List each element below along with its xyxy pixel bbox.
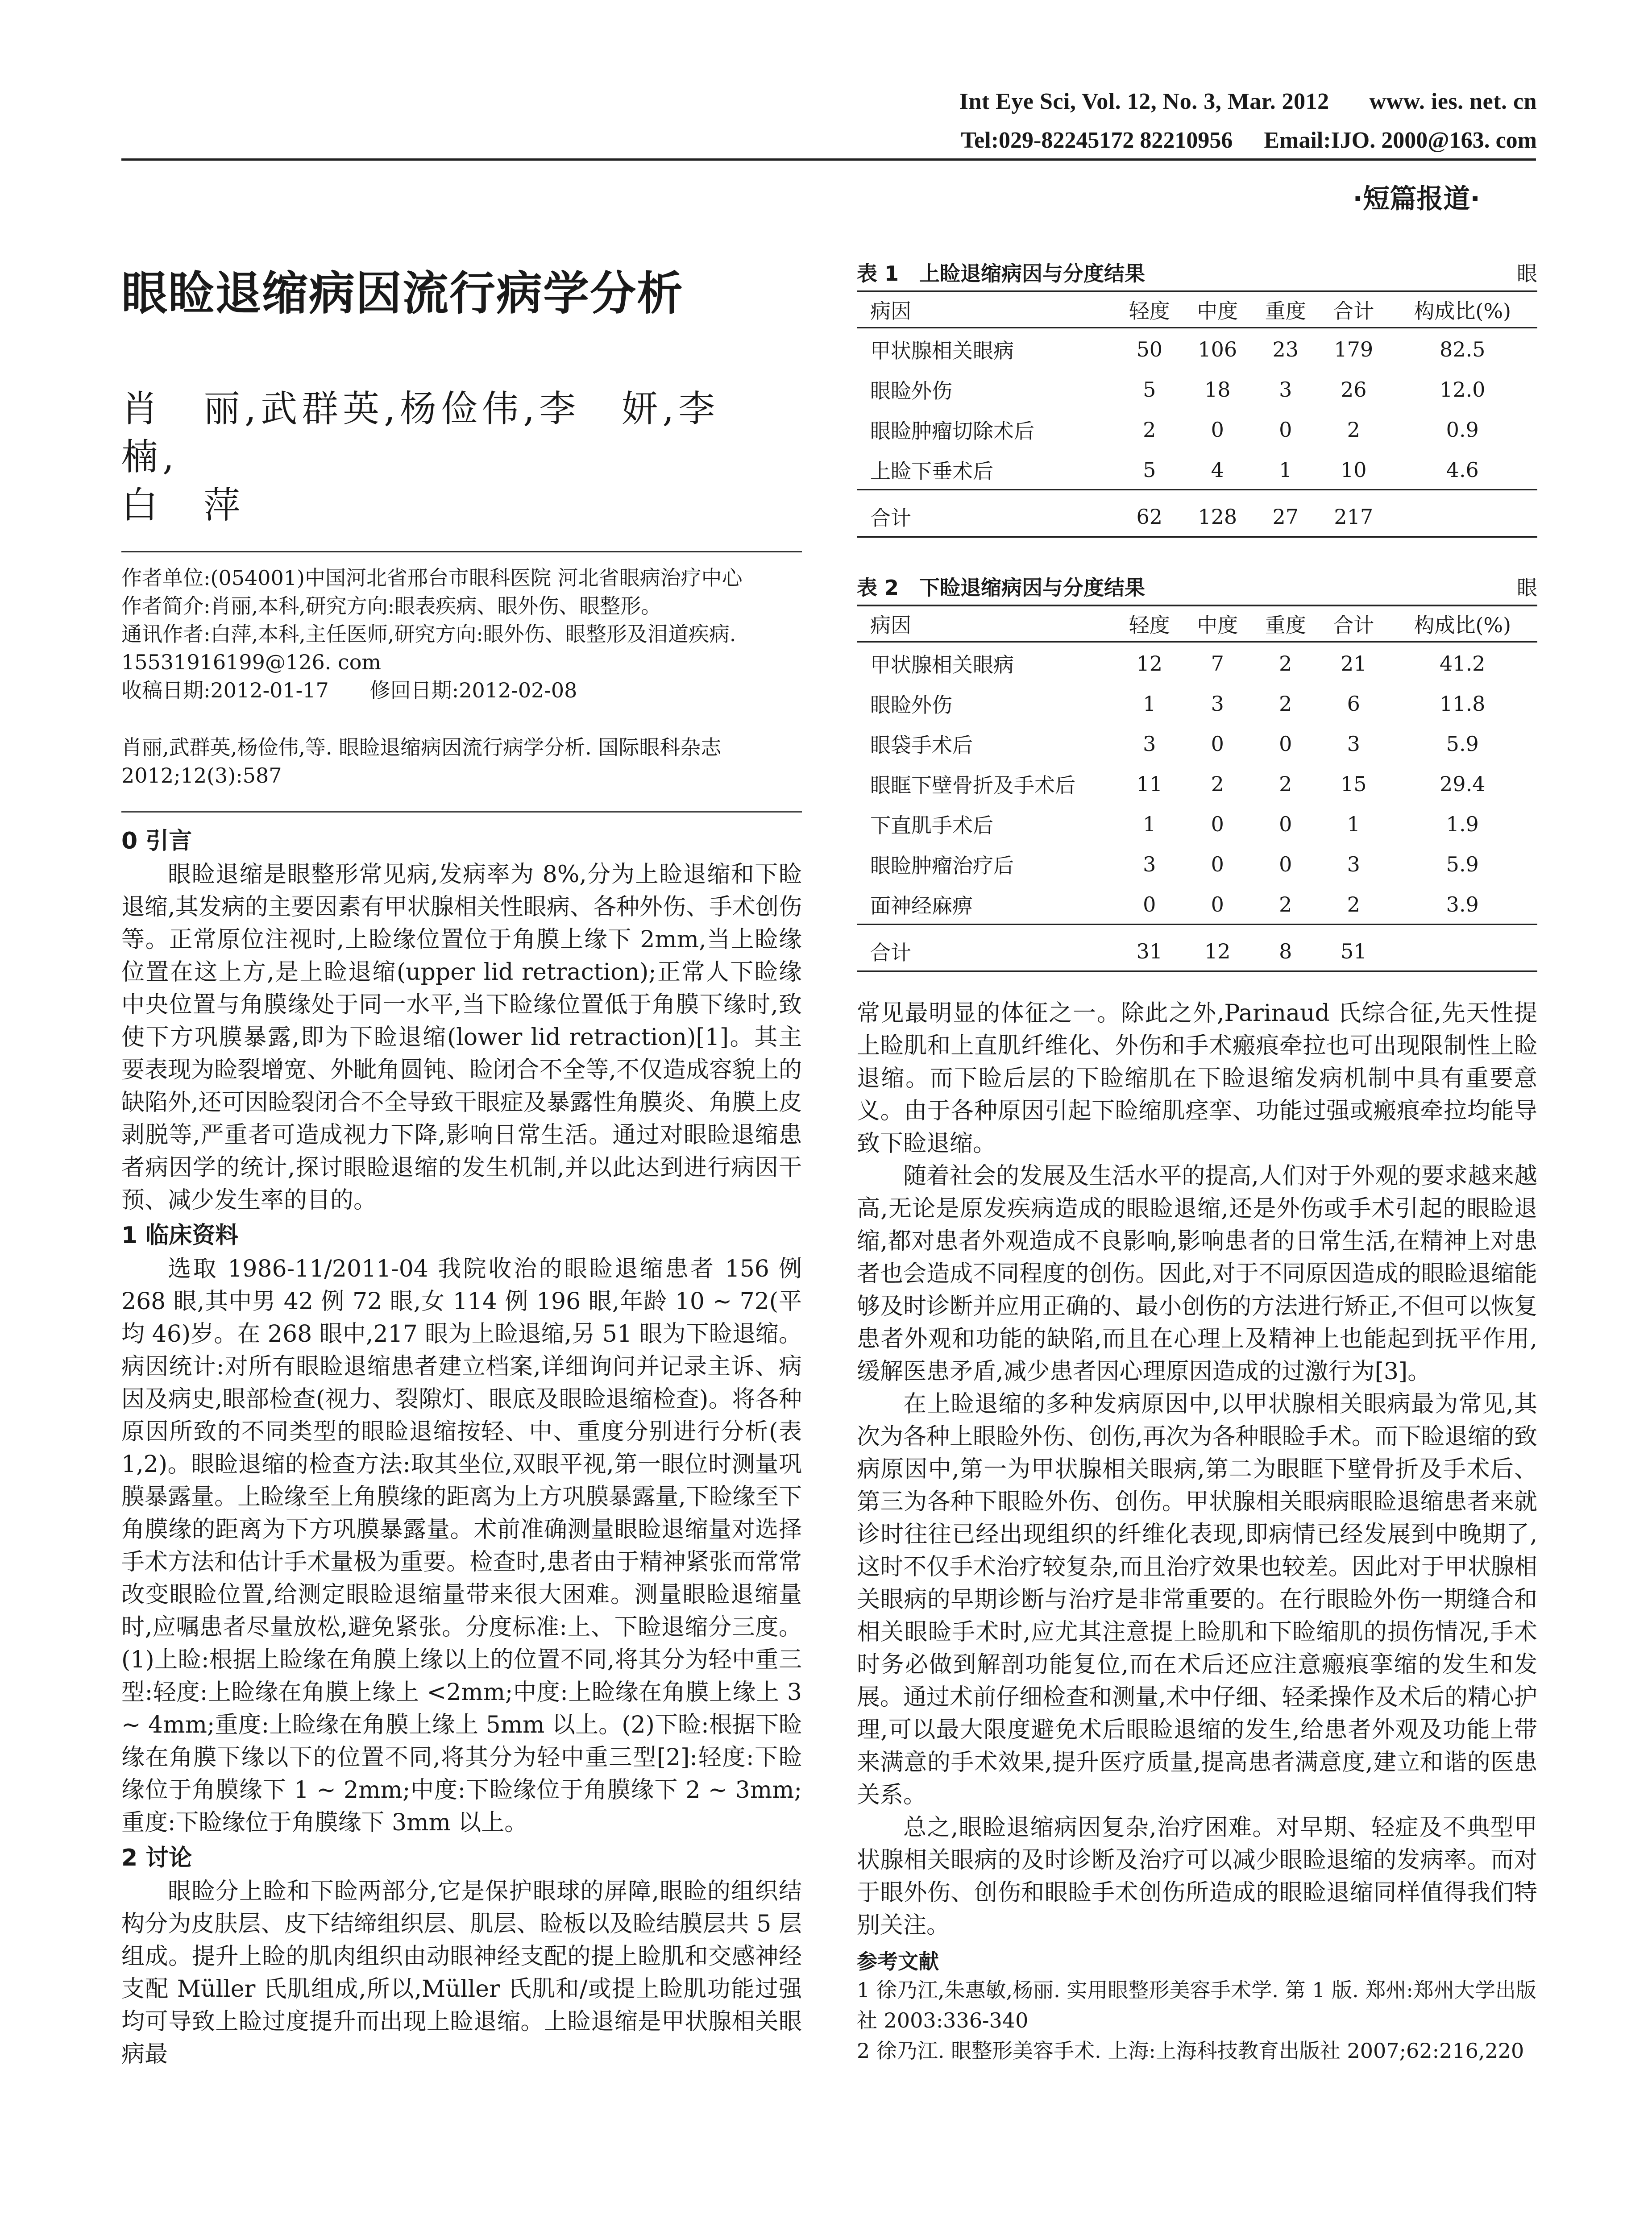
- corresponding-author: 通讯作者:白萍,本科,主任医师,研究方向:眼外伤、眼整形及泪道疾病. 15531916199@126. com: [121, 622, 736, 674]
- journal-citation: Int Eye Sci, Vol. 12, No. 3, Mar. 2012: [959, 89, 1329, 114]
- table-2-unit: 眼: [1517, 576, 1537, 600]
- table-total-row: [857, 925, 1537, 972]
- table-cell: 11.8: [1440, 692, 1486, 716]
- table-cell: 3.9: [1446, 892, 1479, 916]
- table-header-cell: 轻度: [1116, 291, 1184, 328]
- table-2-caption: [857, 572, 1537, 601]
- table-cell: 18: [1204, 377, 1231, 402]
- table-cell: 3: [1211, 692, 1224, 716]
- authors-line-2: 白 萍: [121, 484, 245, 527]
- table-cell: 1: [1143, 812, 1156, 836]
- table-header-cell: 构成比(%): [1388, 605, 1538, 642]
- table-cell: 合计: [857, 490, 1116, 537]
- table-1-unit: 眼: [1517, 261, 1537, 286]
- table-cell: 5: [1143, 377, 1156, 402]
- table-cell: 1: [1143, 692, 1156, 716]
- table-header-cell: 重度: [1252, 605, 1320, 642]
- section-tag: ·短篇报道·: [1353, 183, 1480, 215]
- table-cell: 0: [1211, 892, 1224, 916]
- table-header-cell: 病因: [857, 605, 1116, 642]
- table-row: [857, 723, 1537, 763]
- discussion-paragraph-1-continued: 常见最明显的体征之一。除此之外,Parinaud 氏综合征,先天性提上睑肌和上直肌纤维化、外伤和手术瘢痕牵拉也可出现限制性上睑退缩。而下睑后层的下睑缩肌在下睑退缩发病机制中具有重要意义。由于各种原因引起下睑缩肌痉挛、功能过强或瘢痕牵拉均能导致下睑退缩。: [857, 1000, 1537, 1157]
- table-cell: 41.2: [1440, 651, 1486, 676]
- table-cell: 26: [1340, 377, 1367, 402]
- table-cell: [1388, 490, 1538, 537]
- table-cell: 1.9: [1446, 812, 1479, 836]
- table-cell: 3: [1279, 377, 1292, 402]
- article-meta: [121, 564, 802, 705]
- table-cell: 1: [1279, 458, 1292, 482]
- intro-paragraph: 眼睑退缩是眼整形常见病,发病率为 8%,分为上睑退缩和下睑退缩,其发病的主要因素有甲状腺相关性眼病、各种外伤、手术创伤等。正常原位注视时,上睑缘位置位于角膜上缘下 2mm,当上睑缘位置在这上方,是上睑退缩(upper lid retraction);正常人下睑缘中央位置与角膜缘处于同一水平,当下睑缘位置低于角膜下缘时,致使下方巩膜暴露,即为下睑退缩(lower lid retraction)[1]。其主要表现为睑裂增宽、外眦角圆钝、睑闭合不全等,不仅造成容貌上的缺陷外,还可因睑裂闭合不全导致干眼症及暴露性角膜炎、角膜上皮剥脱等,严重者可造成视力下降,影响日常生活。通过对眼睑退缩患者病因学的统计,探讨眼睑退缩的发生机制,并以此达到进行病因干预、减少发生率的目的。: [121, 861, 802, 1214]
- table-cell: 27: [1252, 490, 1320, 537]
- references-list: [857, 1975, 1537, 2066]
- table-cell: 217: [1320, 490, 1388, 537]
- table-cell: 3: [1143, 852, 1156, 876]
- table-cell: 128: [1183, 490, 1252, 537]
- table-cell: 106: [1198, 337, 1237, 361]
- right-body: [857, 997, 1537, 1942]
- table-header-cell: 中度: [1183, 605, 1252, 642]
- reference-item: 1 徐乃江,朱惠敏,杨丽. 实用眼整形美容手术学. 第 1 版. 郑州:郑州大学出版社 2003:336-340: [857, 1978, 1536, 2032]
- references-heading: 参考文献: [857, 1949, 939, 1974]
- citation: 肖丽,武群英,杨俭伟,等. 眼睑退缩病因流行病学分析. 国际眼科杂志 2012;12(3):587: [121, 735, 722, 788]
- table-cell: 面神经麻痹: [870, 894, 973, 918]
- table-cell: 29.4: [1440, 772, 1486, 796]
- table-cell: 眼睑肿瘤治疗后: [870, 854, 1014, 878]
- authors-line-1: 肖 丽,武群英,杨俭伟,李 妍,李 楠,: [121, 388, 761, 478]
- table-header-cell: 合计: [1320, 605, 1388, 642]
- table-cell: 7: [1211, 651, 1224, 676]
- table-total-row: [857, 490, 1537, 537]
- table-cell: 0: [1211, 852, 1224, 876]
- table-cell: 0.9: [1446, 418, 1479, 442]
- table-cell: [1388, 925, 1538, 972]
- table-header-cell: 合计: [1320, 291, 1388, 328]
- table-cell: 8: [1252, 925, 1320, 972]
- table-cell: 2: [1279, 892, 1292, 916]
- journal-website[interactable]: www. ies. net. cn: [1369, 89, 1537, 114]
- clinical-paragraph: 选取 1986-11/2011-04 我院收治的眼睑退缩患者 156 例 268 眼,其中男 42 例 72 眼,女 114 例 196 眼,年龄 10 ~ 72(平均 46)岁。在 268 眼中,217 眼为上睑退缩,另 51 眼为下睑退缩。病因统计:对所有眼睑退缩患者建立档案,详细询问并记录主诉、病因及病史,眼部检查(视力、裂隙灯、眼底及眼睑退缩检查)。将各种原因所致的不同类型的眼睑退缩按轻、中、重度分别进行分析(表 1,2)。眼睑退缩的检查方法:取其坐位,双眼平视,第一眼位时测量巩膜暴露量。上睑缘至上角膜缘的距离为上方巩膜暴露量,下睑缘至下角膜缘的距离为下方巩膜暴露量。术前准确测量眼睑退缩量对选择手术方法和估计手术量极为重要。检查时,患者由于精神紧张而常常改变眼睑位置,给测定眼睑退缩量带来很大困难。测量眼睑退缩量时,应嘱患者尽量放松,避免紧张。分度标准:上、下睑退缩分三度。(1)上睑:根据上睑缘在角膜上缘以上的位置不同,将其分为轻中重三型:轻度:上睑缘在角膜上缘上 <2mm;中度:上睑缘在角膜上缘上 3 ~ 4mm;重度:上睑缘在角膜上缘上 5mm 以上。(2)下睑:根据下睑缘在角膜下缘以下的位置不同,将其分为轻中重三型[2]:轻度:下睑缘位于角膜缘下 1 ~ 2mm;中度:下睑缘位于角膜缘下 2 ~ 3mm;重度:下睑缘位于角膜缘下 3mm 以上。: [121, 1256, 802, 1836]
- table-2: [857, 572, 1537, 972]
- author-intro: 作者简介:肖丽,本科,研究方向:眼表疾病、眼外伤、眼整形。: [121, 594, 662, 618]
- table-cell: 眼睑外伤: [870, 379, 952, 403]
- received-dates: 收稿日期:2012-01-17 修回日期:2012-02-08: [121, 678, 577, 702]
- table-cell: 眼袋手术后: [870, 733, 973, 757]
- author-divider: [121, 551, 802, 552]
- table-cell: 合计: [857, 925, 1116, 972]
- table-cell: 12.0: [1440, 377, 1486, 402]
- table-cell: 上睑下垂术后: [870, 459, 993, 483]
- table-row: [857, 642, 1537, 683]
- table-2-title: 表 2 下睑退缩病因与分度结果: [857, 576, 1146, 600]
- table-cell: 5.9: [1446, 732, 1479, 756]
- table-cell: 0: [1279, 418, 1292, 442]
- table-cell: 179: [1334, 337, 1374, 361]
- table-cell: 0: [1279, 732, 1292, 756]
- table-header-cell: 病因: [857, 291, 1116, 328]
- table-cell: 甲状腺相关眼病: [870, 653, 1014, 677]
- table-cell: 0: [1211, 418, 1224, 442]
- table-cell: 2: [1347, 892, 1360, 916]
- table-cell: 15: [1340, 772, 1367, 796]
- table-cell: 4.6: [1446, 458, 1479, 482]
- table-cell: 0: [1211, 812, 1224, 836]
- table-row: [857, 883, 1537, 925]
- table-row: [857, 328, 1537, 369]
- citation-divider: [121, 811, 802, 813]
- table-row: [857, 369, 1537, 409]
- table-row: [857, 843, 1537, 883]
- table-1-caption: [857, 257, 1537, 287]
- table-cell: 眼眶下壁骨折及手术后: [870, 773, 1075, 797]
- table-cell: 2: [1279, 692, 1292, 716]
- table-header-cell: 轻度: [1116, 605, 1184, 642]
- table-cell: 2: [1279, 651, 1292, 676]
- table-cell: 5: [1143, 458, 1156, 482]
- table-header-cell: 中度: [1183, 291, 1252, 328]
- journal-tel: Tel:029-82245172 82210956: [961, 128, 1233, 153]
- table-cell: 0: [1279, 852, 1292, 876]
- table-row: [857, 803, 1537, 843]
- right-column: [857, 248, 1537, 2066]
- table-1-title: 表 1 上睑退缩病因与分度结果: [857, 261, 1146, 286]
- discussion-heading: 2 讨论: [121, 1845, 192, 1871]
- table-cell: 21: [1340, 651, 1367, 676]
- clinical-heading: 1 临床资料: [121, 1222, 239, 1249]
- table-cell: 82.5: [1440, 337, 1486, 361]
- table-header-cell: 重度: [1252, 291, 1320, 328]
- table-2-grid: [857, 605, 1537, 972]
- table-cell: 2: [1279, 772, 1292, 796]
- table-cell: 下直肌手术后: [870, 813, 993, 838]
- author-list: [121, 385, 802, 530]
- table-header-cell: 构成比(%): [1388, 291, 1538, 328]
- header-rule: [121, 158, 1536, 161]
- discussion-paragraph-3: 在上睑退缩的多种发病原因中,以甲状腺相关眼病最为常见,其次为各种上眼睑外伤、创伤,再次为各种眼睑手术。而下睑退缩的致病原因中,第一为甲状腺相关眼病,第二为眼眶下壁骨折及手术后、第三为各种下眼睑外伤、创伤。甲状腺相关眼病眼睑退缩患者来就诊时往往已经出现组织的纤维化表现,即病情已经发展到中晚期了,这时不仅手术治疗较复杂,而且治疗效果也较差。因此对于甲状腺相关眼病的早期诊断与治疗是非常重要的。在行眼睑外伤一期缝合和相关眼睑手术时,应尤其注意提上睑肌和下睑缩肌的损伤情况,手术时务必做到解剖功能复位,而在术后还应注意瘢痕挛缩的发生和发展。通过术前仔细检查和测量,术中仔细、轻柔操作及术后的精心护理,可以最大限度避免术后眼睑退缩的发生,给患者外观及功能上带来满意的手术效果,提升医疗质量,提高患者满意度,建立和谐的医患关系。: [857, 1391, 1537, 1808]
- left-column: [121, 248, 802, 2071]
- journal-contact: [961, 127, 1537, 153]
- table-cell: 眼睑外伤: [870, 693, 952, 717]
- table-cell: 50: [1136, 337, 1163, 361]
- journal-email[interactable]: Email:IJO. 2000@163. com: [1264, 128, 1537, 153]
- journal-header: [959, 88, 1537, 115]
- table-cell: 2: [1347, 418, 1360, 442]
- table-cell: 0: [1211, 732, 1224, 756]
- table-header-row: [857, 605, 1537, 642]
- table-row: [857, 683, 1537, 723]
- reference-item: 2 徐乃江. 眼整形美容手术. 上海:上海科技教育出版社 2007;62:216,220: [857, 2039, 1524, 2063]
- table-cell: 2: [1143, 418, 1156, 442]
- discussion-paragraph-2: 随着社会的发展及生活水平的提高,人们对于外观的要求越来越高,无论是原发疾病造成的眼睑退缩,还是外伤或手术引起的眼睑退缩,都对患者外观造成不良影响,影响患者的日常生活,在精神上对患者也会造成不同程度的创伤。因此,对于不同原因造成的眼睑退缩能够及时诊断并应用正确的、最小创伤的方法进行矫正,不但可以恢复患者外观和功能的缺陷,而且在心理上及精神上也能起到抚平作用,缓解医患矛盾,减少患者因心理原因造成的过激行为[3]。: [857, 1163, 1537, 1385]
- table-cell: 3: [1347, 852, 1360, 876]
- table-cell: 6: [1347, 692, 1360, 716]
- table-1-grid: [857, 290, 1537, 538]
- left-body: [121, 825, 802, 2071]
- table-cell: 4: [1211, 458, 1224, 482]
- table-row: [857, 763, 1537, 803]
- table-cell: 62: [1116, 490, 1184, 537]
- table-header-row: [857, 291, 1537, 328]
- table-cell: 3: [1347, 732, 1360, 756]
- table-cell: 12: [1136, 651, 1163, 676]
- affiliation: 作者单位:(054001)中国河北省邢台市眼科医院 河北省眼病治疗中心: [121, 566, 743, 590]
- table-cell: 2: [1211, 772, 1224, 796]
- table-cell: 1: [1347, 812, 1360, 836]
- discussion-paragraph-4: 总之,眼睑退缩病因复杂,治疗困难。对早期、轻症及不典型甲状腺相关眼病的及时诊断及治疗可以减少眼睑退缩的发病率。而对于眼外伤、创伤和眼睑手术创伤所造成的眼睑退缩同样值得我们特别关注。: [857, 1814, 1537, 1939]
- article-title: 眼睑退缩病因流行病学分析: [121, 267, 684, 320]
- table-cell: 11: [1136, 772, 1163, 796]
- table-cell: 0: [1279, 812, 1292, 836]
- table-cell: 12: [1183, 925, 1252, 972]
- table-cell: 甲状腺相关眼病: [870, 339, 1014, 363]
- table-cell: 0: [1143, 892, 1156, 916]
- discussion-paragraph-1: 眼睑分上睑和下睑两部分,它是保护眼球的屏障,眼睑的组织结构分为皮肤层、皮下结缔组织层、肌层、睑板以及睑结膜层共 5 层组成。提升上睑的肌肉组织由动眼神经支配的提上睑肌和交感神经支配 Müller 氏肌组成,所以,Müller 氏肌和/或提上睑肌功能过强均可导致上睑过度提升而出现上睑退缩。上睑退缩是甲状腺相关眼病最: [121, 1878, 802, 2068]
- table-row: [857, 449, 1537, 490]
- table-cell: 51: [1320, 925, 1388, 972]
- table-1: [857, 257, 1537, 538]
- table-cell: 31: [1116, 925, 1184, 972]
- intro-heading: 0 引言: [121, 828, 192, 854]
- table-cell: 5.9: [1446, 852, 1479, 876]
- table-cell: 3: [1143, 732, 1156, 756]
- table-cell: 眼睑肿瘤切除术后: [870, 419, 1034, 443]
- table-cell: 10: [1340, 458, 1367, 482]
- table-row: [857, 409, 1537, 449]
- table-cell: 23: [1272, 337, 1299, 361]
